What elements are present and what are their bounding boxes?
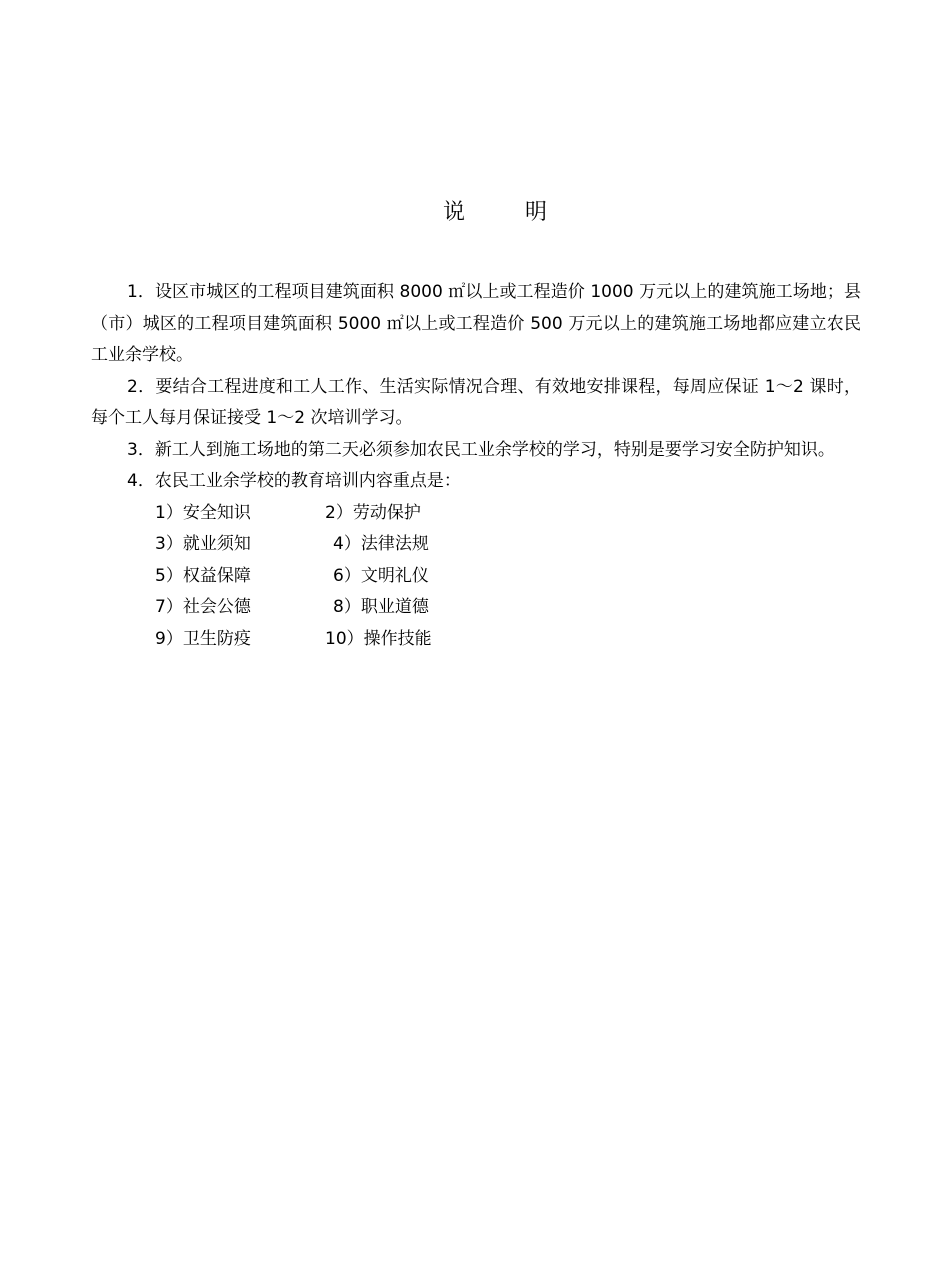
topic-item: 5）权益保障 bbox=[155, 565, 251, 586]
topic-item: 1）安全知识 bbox=[155, 502, 251, 523]
topic-list bbox=[91, 498, 861, 656]
title-char-2: 明 bbox=[525, 200, 548, 225]
topic-item: 8）职业道德 bbox=[333, 597, 429, 617]
paragraph-3: 3．新工人到施工场地的第二天必须参加农民工业余学校的学习，特别是要学习安全防护知识。 bbox=[127, 439, 835, 460]
list-item bbox=[91, 624, 861, 656]
page-title bbox=[0, 197, 950, 229]
list-item bbox=[91, 498, 861, 530]
topic-item: 3）就业须知 bbox=[155, 534, 251, 554]
topic-item: 4）法律法规 bbox=[333, 534, 429, 554]
list-item bbox=[91, 529, 861, 561]
list-item bbox=[91, 592, 861, 624]
topic-item: 10）操作技能 bbox=[325, 628, 432, 649]
document-body bbox=[91, 277, 861, 655]
topic-item: 9）卫生防疫 bbox=[155, 628, 251, 649]
paragraph-2: 2．要结合工程进度和工人工作、生活实际情况合理、有效地安排课程，每周应保证 1～2 课时，每个工人每月保证接受 1～2 次培训学习。 bbox=[91, 376, 861, 428]
list-item bbox=[91, 561, 861, 593]
topic-item: 6）文明礼仪 bbox=[333, 565, 429, 586]
topic-item: 2）劳动保护 bbox=[325, 502, 421, 523]
title-char-1: 说 bbox=[442, 200, 465, 225]
paragraph-1: 1．设区市城区的工程项目建筑面积 8000 ㎡以上或工程造价 1000 万元以上的建筑施工场地；县（市）城区的工程项目建筑面积 5000 ㎡以上或工程造价 500 万元以上的建筑施工场地都应建立农民工业余学校。 bbox=[91, 282, 861, 365]
paragraph-4: 4．农民工业余学校的教育培训内容重点是： bbox=[127, 471, 461, 491]
topic-item: 7）社会公德 bbox=[155, 597, 251, 617]
